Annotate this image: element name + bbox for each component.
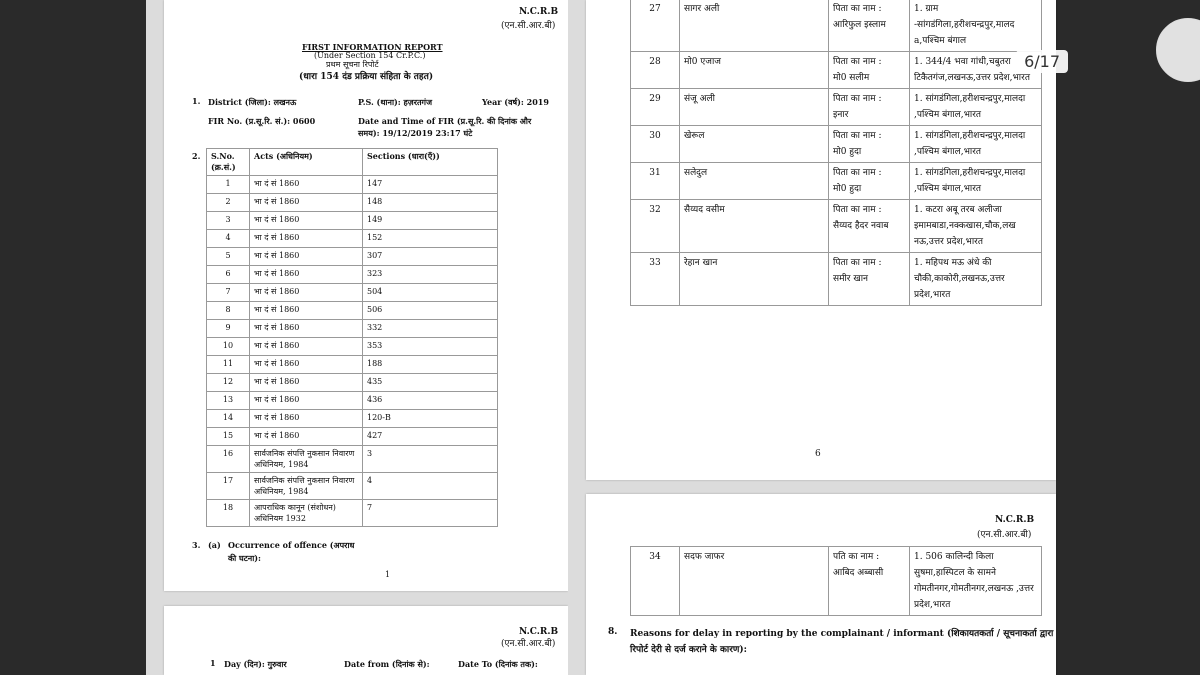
relation-name: आबिद अब्बासी: [833, 568, 884, 578]
ncrb-en: N.C.R.B: [519, 7, 559, 17]
section-number: 4: [363, 473, 498, 500]
right-page-number: 6: [815, 449, 821, 459]
act-name: भा दं सं 1860: [250, 284, 363, 302]
relation-label: पिता का नाम :: [833, 4, 882, 14]
row-number: 27: [631, 0, 680, 52]
row-number: 1: [207, 176, 250, 194]
relation-name: मो0 हुदा: [833, 184, 862, 194]
col-sno-hi: (क्र.सं.): [211, 162, 236, 172]
section-number: 147: [363, 176, 498, 194]
table-row: [207, 194, 498, 212]
year-field: Year (वर्ष): 2019: [482, 97, 549, 107]
address: 1. 344/4 भवा गांधी,चबुतरा टिकैतगंज,लखनऊ,उत्तर प्रदेश,भारत: [910, 52, 1042, 89]
right-viewer-panel: [568, 0, 1056, 675]
act-name: भा दं सं 1860: [250, 392, 363, 410]
row-number: 32: [631, 200, 680, 253]
table-row: [207, 266, 498, 284]
table-row: [207, 302, 498, 320]
accused-name: रेहान खान: [680, 253, 829, 306]
relation-name: सैय्यद हैदर नवाब: [833, 221, 889, 231]
ncrb-en-2: N.C.R.B: [519, 627, 559, 637]
table-row: [207, 284, 498, 302]
act-name: भा दं सं 1860: [250, 176, 363, 194]
section-number: 427: [363, 428, 498, 446]
section-number: 323: [363, 266, 498, 284]
act-name: भा दं सं 1860: [250, 338, 363, 356]
ncrb-hi-3: (एन.सी.आर.बी): [977, 530, 1032, 540]
section-number: 7: [363, 500, 498, 527]
row-number: 6: [207, 266, 250, 284]
fir-datetime-value: समय): 19/12/2019 23:17 घंटे: [358, 128, 473, 138]
accused-name: सलेदुल: [680, 163, 829, 200]
col-sections: Sections (धारा(एँ)): [367, 151, 440, 161]
row-number: 8: [207, 302, 250, 320]
row-number: 34: [631, 547, 680, 616]
address: 1. 506 कालिन्दी किला सुषमा,हास्पिटल के सामने गोमतीनगर,गोमतीनगर,लखनऊ ,उत्तर प्रदेश,भारत: [910, 547, 1042, 616]
act-name: भा दं सं 1860: [250, 248, 363, 266]
act-name: भा दं सं 1860: [250, 230, 363, 248]
section-1-number: 1.: [192, 96, 201, 106]
address: 1. महिपथ मऊ अंधे की चौकी,काकोरी,लखनऊ,उत्तर प्रदेश,भारत: [910, 253, 1042, 306]
row-number: 10: [207, 338, 250, 356]
ncrb-en-3: N.C.R.B: [995, 515, 1035, 525]
relation-label: पिता का नाम :: [833, 94, 882, 104]
table-row: [631, 253, 1042, 306]
section-number: 152: [363, 230, 498, 248]
section-number: 435: [363, 374, 498, 392]
row-number: 15: [207, 428, 250, 446]
section-number: 120-B: [363, 410, 498, 428]
row-number: 30: [631, 126, 680, 163]
table-row: [207, 176, 498, 194]
section-number: 332: [363, 320, 498, 338]
section-number: 506: [363, 302, 498, 320]
row-number: 7: [207, 284, 250, 302]
left-document-page: [164, 0, 568, 591]
row-number: 16: [207, 446, 250, 473]
row-number: 5: [207, 248, 250, 266]
ncrb-hi: (एन.सी.आर.बी): [501, 21, 556, 31]
act-name: सार्वजनिक संपत्ति नुकसान निवारण अधिनियम, 1984: [250, 446, 363, 473]
table-row: [207, 248, 498, 266]
table-header-row: [207, 149, 498, 176]
row-number: 31: [631, 163, 680, 200]
act-name: भा दं सं 1860: [250, 428, 363, 446]
fir-subtitle: (Under Section 154 Cr.P.C.): [314, 51, 426, 60]
table-row: [207, 500, 498, 527]
relation-label: पिता का नाम :: [833, 205, 882, 215]
relation-label: पिता का नाम :: [833, 258, 882, 268]
delay-reasons-label: Reasons for delay in reporting by the complainant / informant (शिकायतकर्ता / सूचनाकर्ता द्वारा: [630, 629, 1054, 639]
district-field: District (जिला): लखनऊ: [208, 97, 297, 107]
table-row: [207, 374, 498, 392]
relation-name: मो0 सलीम: [833, 73, 870, 83]
table-row: [631, 89, 1042, 126]
address: 1. सांगडंगिला,हरीशचन्द्रपुर,मालदा ,पश्चिम बंगाल,भारत: [910, 89, 1042, 126]
date-to-field: Date To (दिनांक तक):: [458, 659, 538, 669]
act-name: भा दं सं 1860: [250, 320, 363, 338]
table-row: [207, 356, 498, 374]
relation-label: पिता का नाम :: [833, 131, 882, 141]
table-row: [207, 446, 498, 473]
row-number: 29: [631, 89, 680, 126]
relation-label: पिता का नाम :: [833, 168, 882, 178]
accused-table-2: [630, 546, 1042, 616]
row-number: 14: [207, 410, 250, 428]
col-acts: Acts (अधिनियम): [254, 151, 313, 161]
row-number: 12: [207, 374, 250, 392]
act-name: भा दं सं 1860: [250, 356, 363, 374]
row-number: 2: [207, 194, 250, 212]
section-2-number: 2.: [192, 151, 201, 161]
table-row: [631, 547, 1042, 616]
occurrence-label: Occurrence of offence (अपराध: [228, 540, 355, 550]
row-number: 9: [207, 320, 250, 338]
col-sno: S.No.: [211, 151, 235, 161]
ncrb-hi-2: (एन.सी.आर.बी): [501, 639, 556, 649]
section-number: 188: [363, 356, 498, 374]
table-row: [207, 230, 498, 248]
right-document-page-2: [586, 494, 1056, 675]
section-3-sub: (a): [208, 540, 221, 550]
relation-name: आरिफुल इस्लाम: [833, 20, 886, 30]
table-row: [207, 392, 498, 410]
table-row: [207, 428, 498, 446]
act-name: भा दं सं 1860: [250, 410, 363, 428]
section-number: 149: [363, 212, 498, 230]
section-number: 3: [363, 446, 498, 473]
occurrence-label-2: की घटना):: [228, 553, 262, 563]
relation-label: पिता का नाम :: [833, 57, 882, 67]
police-station-field: P.S. (थाना): हज़रतगंज: [358, 97, 432, 107]
relation-name: इनार: [833, 110, 849, 120]
acts-sections-table: [206, 148, 498, 527]
delay-reasons-label-2: रिपोर्ट देरी से दर्ज कराने के कारण):: [630, 645, 747, 655]
row-number: 11: [207, 356, 250, 374]
fir-datetime-label: Date and Time of FIR (प्र.सू.रि. की दिनांक और: [358, 116, 532, 126]
table-row: [631, 126, 1042, 163]
section-8-number: 8.: [608, 627, 618, 637]
row-number: 18: [207, 500, 250, 527]
table-row: [631, 0, 1042, 52]
act-name: भा दं सं 1860: [250, 212, 363, 230]
section-number: 307: [363, 248, 498, 266]
table-row: [207, 320, 498, 338]
address: 1. ग्राम -सांगडंगिला,हरीशचन्द्रपुर,मालद a,पश्चिम बंगाल: [910, 0, 1042, 52]
act-name: भा दं सं 1860: [250, 302, 363, 320]
table-row: [631, 52, 1042, 89]
table-row: [207, 212, 498, 230]
act-name: भा दं सं 1860: [250, 194, 363, 212]
accused-name: मो0 एजाज: [680, 52, 829, 89]
section-number: 353: [363, 338, 498, 356]
address: 1. सांगडंगिला,हरीशचन्द्रपुर,मालदा ,पश्चिम बंगाल,भारत: [910, 163, 1042, 200]
row-number: 17: [207, 473, 250, 500]
table-row: [631, 163, 1042, 200]
section-3-number: 3.: [192, 540, 201, 550]
relation-name: समीर खान: [833, 274, 869, 284]
right-document-page: [586, 0, 1056, 480]
row-number: 4: [207, 230, 250, 248]
accused-table: [630, 0, 1042, 306]
table-row: [207, 473, 498, 500]
section-number: 436: [363, 392, 498, 410]
fir-subtitle-hindi: (धारा 154 दंड प्रक्रिया संहिता के तहत): [299, 72, 434, 82]
left-viewer-panel: [146, 0, 568, 675]
row-number: 3: [207, 212, 250, 230]
row-number: 13: [207, 392, 250, 410]
page-counter: 6/17: [1016, 50, 1068, 73]
table-row: [207, 338, 498, 356]
table-row: [631, 200, 1042, 253]
date-from-field: Date from (दिनांक से):: [344, 659, 430, 669]
accused-name: सदफ जाफर: [680, 547, 829, 616]
relation-name: मो0 हुदा: [833, 147, 862, 157]
accused-name: संजू अली: [680, 89, 829, 126]
accused-name: सागर अली: [680, 0, 829, 52]
address: 1. कटरा अबू तरब अलीजा इमामबाडा,नक्कखास,चौक,लख नऊ,उत्तर प्रदेश,भारत: [910, 200, 1042, 253]
relation-label: पति का नाम :: [833, 552, 880, 562]
act-name: भा दं सं 1860: [250, 374, 363, 392]
section-number: 504: [363, 284, 498, 302]
table-row: [207, 410, 498, 428]
fir-title: FIRST INFORMATION REPORT: [302, 42, 443, 52]
next-page-button[interactable]: [1156, 18, 1200, 82]
fir-title-hindi: प्रथम सूचना रिपोर्ट: [326, 60, 379, 69]
act-name: सार्वजनिक संपत्ति नुकसान निवारण अधिनियम, 1984: [250, 473, 363, 500]
row-number: 28: [631, 52, 680, 89]
address: 1. सांगडंगिला,हरीशचन्द्रपुर,मालदा ,पश्चिम बंगाल,भारत: [910, 126, 1042, 163]
section-number: 148: [363, 194, 498, 212]
fir-number-field: FIR No. (प्र.सू.रि. सं.): 0600: [208, 116, 316, 126]
left-document-page-2: [164, 606, 568, 675]
act-name: भा दं सं 1860: [250, 266, 363, 284]
day-field: Day (दिन): गुरुवार: [224, 659, 287, 669]
accused-name: सैय्यद वसीम: [680, 200, 829, 253]
row-number: 33: [631, 253, 680, 306]
accused-name: खेरूल: [680, 126, 829, 163]
section-number: 1: [210, 658, 216, 668]
left-page-number: 1: [385, 570, 391, 579]
act-name: आपराधिक कानून (संशोधन) अधिनियम 1932: [250, 500, 363, 527]
